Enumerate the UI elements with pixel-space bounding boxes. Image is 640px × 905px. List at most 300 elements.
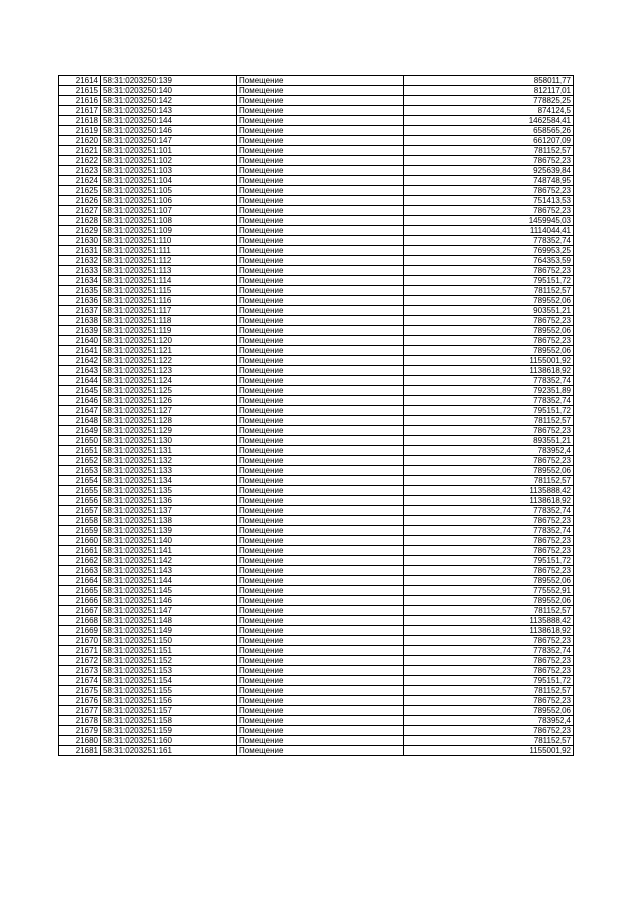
table-row bbox=[59, 96, 574, 106]
cadastral-number-cell: 58:31:0203251:126 bbox=[101, 396, 237, 406]
object-type-cell: Помещение bbox=[237, 536, 404, 546]
row-number-cell: 21668 bbox=[59, 616, 101, 626]
table-row bbox=[59, 696, 574, 706]
cadastral-value-cell: 903551,21 bbox=[404, 306, 574, 316]
cadastral-number-cell: 58:31:0203251:137 bbox=[101, 506, 237, 516]
cadastral-number-cell: 58:31:0203251:124 bbox=[101, 376, 237, 386]
object-type-cell: Помещение bbox=[237, 146, 404, 156]
cadastral-number-cell: 58:31:0203250:144 bbox=[101, 116, 237, 126]
cadastral-number-cell: 58:31:0203251:132 bbox=[101, 456, 237, 466]
cadastral-value-cell: 781152,57 bbox=[404, 476, 574, 486]
cadastral-number-cell: 58:31:0203251:110 bbox=[101, 236, 237, 246]
cadastral-value-cell: 778352,74 bbox=[404, 376, 574, 386]
object-type-cell: Помещение bbox=[237, 206, 404, 216]
row-number-cell: 21617 bbox=[59, 106, 101, 116]
row-number-cell: 21631 bbox=[59, 246, 101, 256]
cadastral-value-cell: 789552,06 bbox=[404, 296, 574, 306]
row-number-cell: 21648 bbox=[59, 416, 101, 426]
object-type-cell: Помещение bbox=[237, 426, 404, 436]
table-row bbox=[59, 146, 574, 156]
cadastral-number-cell: 58:31:0203251:149 bbox=[101, 626, 237, 636]
cadastral-value-cell: 786752,23 bbox=[404, 186, 574, 196]
object-type-cell: Помещение bbox=[237, 256, 404, 266]
object-type-cell: Помещение bbox=[237, 456, 404, 466]
cadastral-number-cell: 58:31:0203250:146 bbox=[101, 126, 237, 136]
cadastral-value-cell: 789552,06 bbox=[404, 326, 574, 336]
table-row bbox=[59, 236, 574, 246]
cadastral-number-cell: 58:31:0203250:139 bbox=[101, 76, 237, 86]
object-type-cell: Помещение bbox=[237, 236, 404, 246]
object-type-cell: Помещение bbox=[237, 506, 404, 516]
cadastral-value-cell: 789552,06 bbox=[404, 706, 574, 716]
cadastral-number-cell: 58:31:0203251:147 bbox=[101, 606, 237, 616]
table-row bbox=[59, 436, 574, 446]
row-number-cell: 21615 bbox=[59, 86, 101, 96]
row-number-cell: 21661 bbox=[59, 546, 101, 556]
cadastral-value-cell: 778352,74 bbox=[404, 236, 574, 246]
table-row bbox=[59, 546, 574, 556]
cadastral-value-cell: 812117,01 bbox=[404, 86, 574, 96]
table-row bbox=[59, 76, 574, 86]
table-row bbox=[59, 446, 574, 456]
object-type-cell: Помещение bbox=[237, 616, 404, 626]
cadastral-value-cell: 658565,26 bbox=[404, 126, 574, 136]
table-row bbox=[59, 136, 574, 146]
cadastral-number-cell: 58:31:0203251:159 bbox=[101, 726, 237, 736]
row-number-cell: 21620 bbox=[59, 136, 101, 146]
object-type-cell: Помещение bbox=[237, 136, 404, 146]
cadastral-number-cell: 58:31:0203251:111 bbox=[101, 246, 237, 256]
object-type-cell: Помещение bbox=[237, 216, 404, 226]
object-type-cell: Помещение bbox=[237, 486, 404, 496]
row-number-cell: 21677 bbox=[59, 706, 101, 716]
cadastral-number-cell: 58:31:0203251:158 bbox=[101, 716, 237, 726]
object-type-cell: Помещение bbox=[237, 306, 404, 316]
table-row bbox=[59, 666, 574, 676]
table-row bbox=[59, 156, 574, 166]
table-row bbox=[59, 566, 574, 576]
row-number-cell: 21619 bbox=[59, 126, 101, 136]
object-type-cell: Помещение bbox=[237, 716, 404, 726]
cadastral-number-cell: 58:31:0203251:152 bbox=[101, 656, 237, 666]
row-number-cell: 21623 bbox=[59, 166, 101, 176]
cadastral-value-cell: 1135888,42 bbox=[404, 486, 574, 496]
row-number-cell: 21659 bbox=[59, 526, 101, 536]
cadastral-number-cell: 58:31:0203251:141 bbox=[101, 546, 237, 556]
object-type-cell: Помещение bbox=[237, 126, 404, 136]
table-row bbox=[59, 646, 574, 656]
row-number-cell: 21634 bbox=[59, 276, 101, 286]
cadastral-value-cell: 789552,06 bbox=[404, 466, 574, 476]
cadastral-value-cell: 786752,23 bbox=[404, 266, 574, 276]
row-number-cell: 21644 bbox=[59, 376, 101, 386]
table-row bbox=[59, 216, 574, 226]
cadastral-number-cell: 58:31:0203251:108 bbox=[101, 216, 237, 226]
table-row bbox=[59, 296, 574, 306]
table-row bbox=[59, 176, 574, 186]
row-number-cell: 21639 bbox=[59, 326, 101, 336]
cadastral-number-cell: 58:31:0203251:131 bbox=[101, 446, 237, 456]
cadastral-value-cell: 786752,23 bbox=[404, 316, 574, 326]
cadastral-value-cell: 786752,23 bbox=[404, 726, 574, 736]
row-number-cell: 21657 bbox=[59, 506, 101, 516]
object-type-cell: Помещение bbox=[237, 156, 404, 166]
object-type-cell: Помещение bbox=[237, 266, 404, 276]
object-type-cell: Помещение bbox=[237, 476, 404, 486]
cadastral-number-cell: 58:31:0203250:143 bbox=[101, 106, 237, 116]
cadastral-value-cell: 1459945,03 bbox=[404, 216, 574, 226]
row-number-cell: 21665 bbox=[59, 586, 101, 596]
row-number-cell: 21625 bbox=[59, 186, 101, 196]
cadastral-value-cell: 858011,77 bbox=[404, 76, 574, 86]
cadastral-value-cell: 786752,23 bbox=[404, 656, 574, 666]
cadastral-value-cell: 781152,57 bbox=[404, 686, 574, 696]
row-number-cell: 21614 bbox=[59, 76, 101, 86]
object-type-cell: Помещение bbox=[237, 396, 404, 406]
object-type-cell: Помещение bbox=[237, 376, 404, 386]
cadastral-value-cell: 925639,84 bbox=[404, 166, 574, 176]
cadastral-number-cell: 58:31:0203251:105 bbox=[101, 186, 237, 196]
row-number-cell: 21653 bbox=[59, 466, 101, 476]
object-type-cell: Помещение bbox=[237, 566, 404, 576]
table-row bbox=[59, 476, 574, 486]
cadastral-value-cell: 764353,59 bbox=[404, 256, 574, 266]
cadastral-number-cell: 58:31:0203251:125 bbox=[101, 386, 237, 396]
row-number-cell: 21660 bbox=[59, 536, 101, 546]
row-number-cell: 21672 bbox=[59, 656, 101, 666]
cadastral-number-cell: 58:31:0203251:148 bbox=[101, 616, 237, 626]
object-type-cell: Помещение bbox=[237, 326, 404, 336]
row-number-cell: 21674 bbox=[59, 676, 101, 686]
cadastral-value-cell: 795151,72 bbox=[404, 276, 574, 286]
object-type-cell: Помещение bbox=[237, 576, 404, 586]
row-number-cell: 21671 bbox=[59, 646, 101, 656]
object-type-cell: Помещение bbox=[237, 706, 404, 716]
cadastral-number-cell: 58:31:0203251:157 bbox=[101, 706, 237, 716]
cadastral-number-cell: 58:31:0203251:150 bbox=[101, 636, 237, 646]
row-number-cell: 21679 bbox=[59, 726, 101, 736]
table-row bbox=[59, 526, 574, 536]
cadastral-number-cell: 58:31:0203251:156 bbox=[101, 696, 237, 706]
row-number-cell: 21642 bbox=[59, 356, 101, 366]
object-type-cell: Помещение bbox=[237, 596, 404, 606]
table-row bbox=[59, 326, 574, 336]
object-type-cell: Помещение bbox=[237, 86, 404, 96]
table-row bbox=[59, 396, 574, 406]
table-row bbox=[59, 616, 574, 626]
object-type-cell: Помещение bbox=[237, 296, 404, 306]
row-number-cell: 21663 bbox=[59, 566, 101, 576]
cadastral-number-cell: 58:31:0203251:136 bbox=[101, 496, 237, 506]
object-type-cell: Помещение bbox=[237, 96, 404, 106]
row-number-cell: 21643 bbox=[59, 366, 101, 376]
cadastral-number-cell: 58:31:0203251:127 bbox=[101, 406, 237, 416]
object-type-cell: Помещение bbox=[237, 526, 404, 536]
row-number-cell: 21656 bbox=[59, 496, 101, 506]
table-row bbox=[59, 306, 574, 316]
row-number-cell: 21638 bbox=[59, 316, 101, 326]
cadastral-value-cell: 778352,74 bbox=[404, 396, 574, 406]
object-type-cell: Помещение bbox=[237, 336, 404, 346]
row-number-cell: 21628 bbox=[59, 216, 101, 226]
table-row bbox=[59, 206, 574, 216]
row-number-cell: 21616 bbox=[59, 96, 101, 106]
cadastral-value-cell: 1462584,41 bbox=[404, 116, 574, 126]
table-row bbox=[59, 636, 574, 646]
row-number-cell: 21641 bbox=[59, 346, 101, 356]
object-type-cell: Помещение bbox=[237, 656, 404, 666]
row-number-cell: 21662 bbox=[59, 556, 101, 566]
row-number-cell: 21637 bbox=[59, 306, 101, 316]
cadastral-number-cell: 58:31:0203251:155 bbox=[101, 686, 237, 696]
table-row bbox=[59, 426, 574, 436]
row-number-cell: 21669 bbox=[59, 626, 101, 636]
cadastral-value-cell: 751413,53 bbox=[404, 196, 574, 206]
table-row bbox=[59, 286, 574, 296]
cadastral-value-cell: 874124,5 bbox=[404, 106, 574, 116]
cadastral-value-cell: 661207,09 bbox=[404, 136, 574, 146]
table-row bbox=[59, 376, 574, 386]
table-row bbox=[59, 516, 574, 526]
table-row bbox=[59, 356, 574, 366]
table-row bbox=[59, 346, 574, 356]
table-row bbox=[59, 746, 574, 756]
cadastral-value-cell: 786752,23 bbox=[404, 456, 574, 466]
object-type-cell: Помещение bbox=[237, 546, 404, 556]
cadastral-value-cell: 1138618,92 bbox=[404, 366, 574, 376]
table-row bbox=[59, 676, 574, 686]
cadastral-number-cell: 58:31:0203251:123 bbox=[101, 366, 237, 376]
table-row bbox=[59, 256, 574, 266]
row-number-cell: 21650 bbox=[59, 436, 101, 446]
cadastral-value-cell: 792351,89 bbox=[404, 386, 574, 396]
cadastral-number-cell: 58:31:0203251:114 bbox=[101, 276, 237, 286]
row-number-cell: 21658 bbox=[59, 516, 101, 526]
table-row bbox=[59, 456, 574, 466]
cadastral-number-cell: 58:31:0203251:122 bbox=[101, 356, 237, 366]
cadastral-value-cell: 795151,72 bbox=[404, 676, 574, 686]
cadastral-number-cell: 58:31:0203251:116 bbox=[101, 296, 237, 306]
cadastral-value-cell: 786752,23 bbox=[404, 546, 574, 556]
object-type-cell: Помещение bbox=[237, 176, 404, 186]
object-type-cell: Помещение bbox=[237, 726, 404, 736]
row-number-cell: 21627 bbox=[59, 206, 101, 216]
cadastral-value-cell: 795151,72 bbox=[404, 556, 574, 566]
table-row bbox=[59, 486, 574, 496]
row-number-cell: 21647 bbox=[59, 406, 101, 416]
cadastral-value-cell: 789552,06 bbox=[404, 346, 574, 356]
cadastral-number-cell: 58:31:0203251:154 bbox=[101, 676, 237, 686]
cadastral-value-cell: 1138618,92 bbox=[404, 626, 574, 636]
cadastral-value-cell: 786752,23 bbox=[404, 696, 574, 706]
cadastral-number-cell: 58:31:0203251:106 bbox=[101, 196, 237, 206]
object-type-cell: Помещение bbox=[237, 646, 404, 656]
table-body bbox=[59, 76, 574, 756]
object-type-cell: Помещение bbox=[237, 246, 404, 256]
table-row bbox=[59, 166, 574, 176]
table-row bbox=[59, 416, 574, 426]
table-row bbox=[59, 736, 574, 746]
table-row bbox=[59, 496, 574, 506]
cadastral-value-cell: 786752,23 bbox=[404, 566, 574, 576]
cadastral-value-cell: 1155001,92 bbox=[404, 746, 574, 756]
row-number-cell: 21649 bbox=[59, 426, 101, 436]
table-row bbox=[59, 606, 574, 616]
table-row bbox=[59, 386, 574, 396]
cadastral-value-cell: 783952,4 bbox=[404, 446, 574, 456]
row-number-cell: 21622 bbox=[59, 156, 101, 166]
table-row bbox=[59, 366, 574, 376]
cadastral-number-cell: 58:31:0203251:161 bbox=[101, 746, 237, 756]
row-number-cell: 21678 bbox=[59, 716, 101, 726]
row-number-cell: 21667 bbox=[59, 606, 101, 616]
table-row bbox=[59, 86, 574, 96]
cadastral-value-cell: 786752,23 bbox=[404, 666, 574, 676]
table-row bbox=[59, 316, 574, 326]
object-type-cell: Помещение bbox=[237, 386, 404, 396]
object-type-cell: Помещение bbox=[237, 696, 404, 706]
object-type-cell: Помещение bbox=[237, 166, 404, 176]
cadastral-number-cell: 58:31:0203251:103 bbox=[101, 166, 237, 176]
cadastral-number-cell: 58:31:0203251:112 bbox=[101, 256, 237, 266]
table-row bbox=[59, 196, 574, 206]
cadastral-value-cell: 781152,57 bbox=[404, 286, 574, 296]
row-number-cell: 21626 bbox=[59, 196, 101, 206]
table-row bbox=[59, 336, 574, 346]
cadastral-value-cell: 769953,25 bbox=[404, 246, 574, 256]
cadastral-number-cell: 58:31:0203250:147 bbox=[101, 136, 237, 146]
cadastral-value-cell: 786752,23 bbox=[404, 156, 574, 166]
row-number-cell: 21636 bbox=[59, 296, 101, 306]
cadastral-number-cell: 58:31:0203251:160 bbox=[101, 736, 237, 746]
row-number-cell: 21618 bbox=[59, 116, 101, 126]
table-row bbox=[59, 106, 574, 116]
object-type-cell: Помещение bbox=[237, 446, 404, 456]
cadastral-number-cell: 58:31:0203250:140 bbox=[101, 86, 237, 96]
row-number-cell: 21666 bbox=[59, 596, 101, 606]
cadastral-number-cell: 58:31:0203251:135 bbox=[101, 486, 237, 496]
object-type-cell: Помещение bbox=[237, 466, 404, 476]
cadastral-value-cell: 1135888,42 bbox=[404, 616, 574, 626]
object-type-cell: Помещение bbox=[237, 316, 404, 326]
cadastral-number-cell: 58:31:0203251:140 bbox=[101, 536, 237, 546]
cadastral-number-cell: 58:31:0203251:117 bbox=[101, 306, 237, 316]
row-number-cell: 21632 bbox=[59, 256, 101, 266]
object-type-cell: Помещение bbox=[237, 406, 404, 416]
cadastral-value-cell: 893551,21 bbox=[404, 436, 574, 446]
row-number-cell: 21629 bbox=[59, 226, 101, 236]
cadastral-value-cell: 786752,23 bbox=[404, 336, 574, 346]
row-number-cell: 21621 bbox=[59, 146, 101, 156]
table-row bbox=[59, 466, 574, 476]
row-number-cell: 21635 bbox=[59, 286, 101, 296]
row-number-cell: 21675 bbox=[59, 686, 101, 696]
table-row bbox=[59, 406, 574, 416]
table-row bbox=[59, 506, 574, 516]
row-number-cell: 21640 bbox=[59, 336, 101, 346]
cadastral-value-cell: 789552,06 bbox=[404, 576, 574, 586]
object-type-cell: Помещение bbox=[237, 286, 404, 296]
cadastral-value-cell: 786752,23 bbox=[404, 536, 574, 546]
object-type-cell: Помещение bbox=[237, 416, 404, 426]
table-row bbox=[59, 116, 574, 126]
table-row bbox=[59, 536, 574, 546]
row-number-cell: 21633 bbox=[59, 266, 101, 276]
cadastral-number-cell: 58:31:0203251:119 bbox=[101, 326, 237, 336]
object-type-cell: Помещение bbox=[237, 106, 404, 116]
cadastral-value-cell: 781152,57 bbox=[404, 146, 574, 156]
object-type-cell: Помещение bbox=[237, 276, 404, 286]
cadastral-value-cell: 789552,06 bbox=[404, 596, 574, 606]
object-type-cell: Помещение bbox=[237, 346, 404, 356]
cadastral-number-cell: 58:31:0203251:153 bbox=[101, 666, 237, 676]
row-number-cell: 21670 bbox=[59, 636, 101, 646]
row-number-cell: 21664 bbox=[59, 576, 101, 586]
object-type-cell: Помещение bbox=[237, 436, 404, 446]
row-number-cell: 21646 bbox=[59, 396, 101, 406]
object-type-cell: Помещение bbox=[237, 516, 404, 526]
object-type-cell: Помещение bbox=[237, 186, 404, 196]
cadastral-value-cell: 778352,74 bbox=[404, 506, 574, 516]
table-row bbox=[59, 186, 574, 196]
cadastral-value-cell: 781152,57 bbox=[404, 736, 574, 746]
row-number-cell: 21624 bbox=[59, 176, 101, 186]
row-number-cell: 21673 bbox=[59, 666, 101, 676]
object-type-cell: Помещение bbox=[237, 556, 404, 566]
cadastral-number-cell: 58:31:0203251:120 bbox=[101, 336, 237, 346]
cadastral-number-cell: 58:31:0203251:107 bbox=[101, 206, 237, 216]
cadastral-value-cell: 778825,25 bbox=[404, 96, 574, 106]
cadastral-number-cell: 58:31:0203251:104 bbox=[101, 176, 237, 186]
table-row bbox=[59, 126, 574, 136]
cadastral-number-cell: 58:31:0203251:134 bbox=[101, 476, 237, 486]
cadastral-number-cell: 58:31:0203251:144 bbox=[101, 576, 237, 586]
table-row bbox=[59, 596, 574, 606]
object-type-cell: Помещение bbox=[237, 366, 404, 376]
table-row bbox=[59, 276, 574, 286]
cadastral-number-cell: 58:31:0203251:101 bbox=[101, 146, 237, 156]
cadastral-value-cell: 781152,57 bbox=[404, 416, 574, 426]
row-number-cell: 21681 bbox=[59, 746, 101, 756]
row-number-cell: 21652 bbox=[59, 456, 101, 466]
row-number-cell: 21645 bbox=[59, 386, 101, 396]
table-row bbox=[59, 576, 574, 586]
object-type-cell: Помещение bbox=[237, 116, 404, 126]
table-row bbox=[59, 586, 574, 596]
object-type-cell: Помещение bbox=[237, 636, 404, 646]
row-number-cell: 21680 bbox=[59, 736, 101, 746]
cadastral-number-cell: 58:31:0203250:142 bbox=[101, 96, 237, 106]
table-row bbox=[59, 726, 574, 736]
table-row bbox=[59, 626, 574, 636]
cadastral-value-cell: 786752,23 bbox=[404, 426, 574, 436]
cadastral-value-cell: 781152,57 bbox=[404, 606, 574, 616]
object-type-cell: Помещение bbox=[237, 626, 404, 636]
object-type-cell: Помещение bbox=[237, 676, 404, 686]
cadastral-number-cell: 58:31:0203251:133 bbox=[101, 466, 237, 476]
cadastral-number-cell: 58:31:0203251:121 bbox=[101, 346, 237, 356]
table-row bbox=[59, 556, 574, 566]
cadastral-number-cell: 58:31:0203251:142 bbox=[101, 556, 237, 566]
object-type-cell: Помещение bbox=[237, 736, 404, 746]
object-type-cell: Помещение bbox=[237, 746, 404, 756]
cadastral-number-cell: 58:31:0203251:145 bbox=[101, 586, 237, 596]
table-row bbox=[59, 716, 574, 726]
table-row bbox=[59, 656, 574, 666]
cadastral-number-cell: 58:31:0203251:130 bbox=[101, 436, 237, 446]
cadastral-number-cell: 58:31:0203251:128 bbox=[101, 416, 237, 426]
object-type-cell: Помещение bbox=[237, 586, 404, 596]
